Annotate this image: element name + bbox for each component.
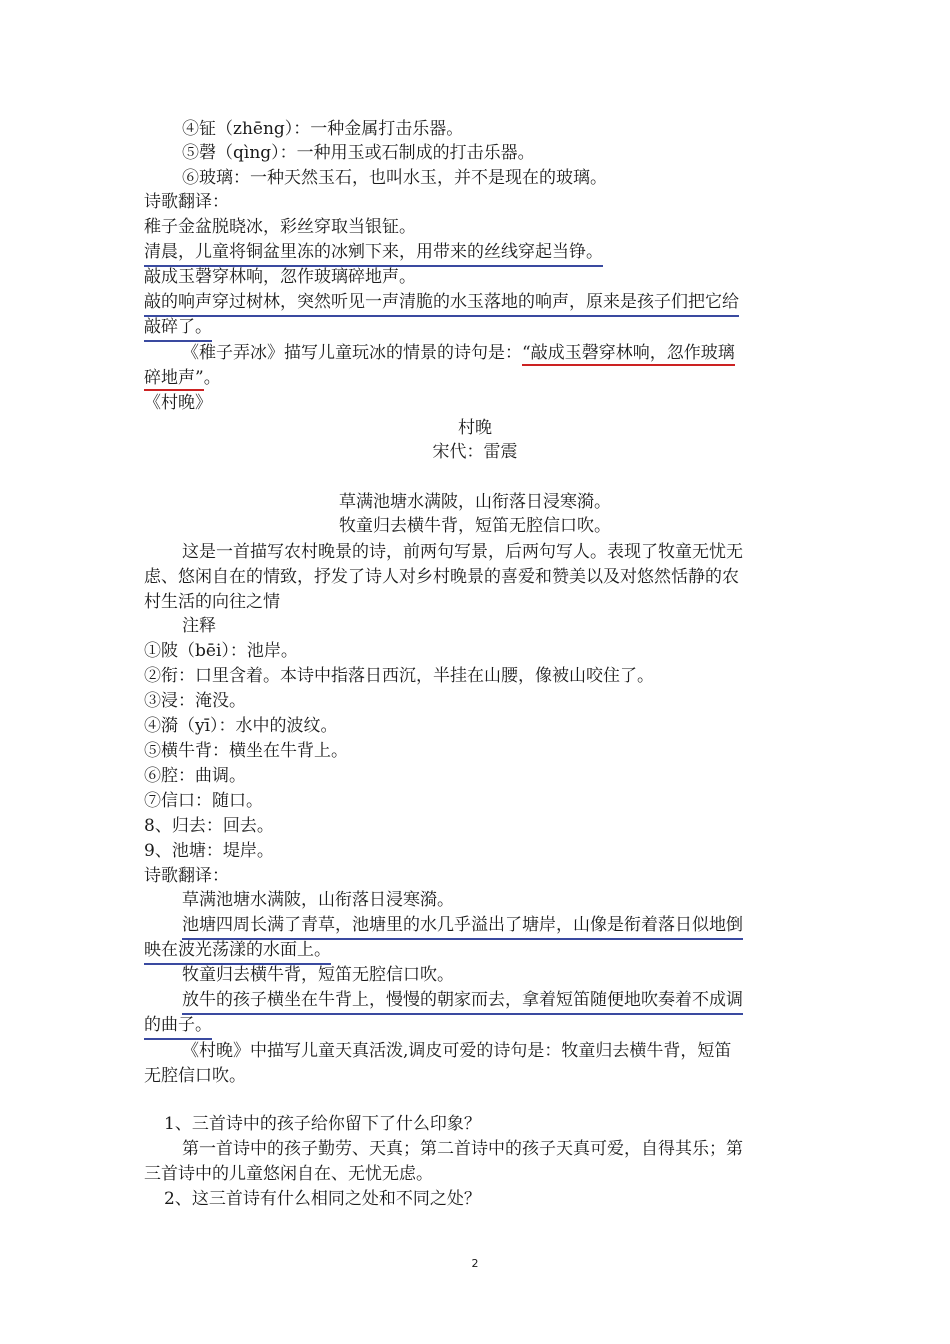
note-item: ⑥腔：曲调。 (144, 766, 246, 786)
summary-suffix: 。 (203, 368, 221, 388)
summary-prefix: 《稚子弄冰》描写儿童玩冰的情景的诗句是： (182, 343, 522, 363)
poem-author: 宋代：雷震 (432, 442, 518, 462)
poem-line: 稚子金盆脱晓冰，彩丝穿取当银钲。 (144, 217, 416, 237)
intro-line: 虑、悠闲自在的情致，抒发了诗人对乡村晚景的喜爱和赞美以及对悠然恬静的农 (144, 567, 739, 587)
translation-line: 的曲子。 (144, 1013, 212, 1040)
note-item: 8、归去：回去。 (144, 816, 274, 836)
translation-line: 池塘四周长满了青草，池塘里的水几乎溢出了塘岸，山像是衔着落日似地倒 (182, 913, 743, 940)
summary-line: 《村晚》中描写儿童天真活泼,调皮可爱的诗句是：牧童归去横牛背，短笛 (182, 1041, 732, 1061)
translation-line: 映在波光荡漾的水面上。 (144, 938, 331, 965)
summary-quote: “敲成玉磬穿林响，忽作玻璃 (522, 343, 735, 366)
translation-line: 敲的响声穿过树林，突然听见一声清脆的水玉落地的响声，原来是孩子们把它给 (144, 290, 739, 317)
translation-line: 放牛的孩子横坐在牛背上，慢慢的朝家而去，拿着短笛随便地吹奏着不成调 (182, 988, 743, 1015)
page-number: 2 (471, 1257, 479, 1270)
poem-title: 村晚 (458, 418, 492, 438)
summary-quote: 碎地声” (144, 368, 204, 391)
note-zheng: ④钲（zhēng）：一种金属打击乐器。 (182, 119, 464, 139)
poem-line: 牧童归去横牛背，短笛无腔信口吹。 (182, 965, 454, 985)
summary-line (144, 366, 221, 390)
poem-line: 敲成玉磬穿林响，忽作玻璃碎地声。 (144, 267, 416, 287)
summary-line (182, 341, 735, 365)
summary-line: 无腔信口吹。 (144, 1066, 246, 1086)
note-item: ⑤横牛背：横坐在牛背上。 (144, 741, 348, 761)
answer-line: 第一首诗中的孩子勤劳、天真；第二首诗中的孩子天真可爱，自得其乐；第 (182, 1139, 743, 1159)
translation-label: 诗歌翻译： (144, 866, 229, 886)
note-item: ⑦信口：随口。 (144, 791, 263, 811)
intro-line: 这是一首描写农村晚景的诗，前两句写景，后两句写人。表现了牧童无忧无 (182, 542, 743, 562)
poem-line: 草满池塘水满陂，山衔落日浸寒漪。 (339, 492, 611, 512)
note-item: ③浸：淹没。 (144, 691, 246, 711)
poem-line: 草满池塘水满陂，山衔落日浸寒漪。 (182, 890, 454, 910)
question: 1、三首诗中的孩子给你留下了什么印象？ (164, 1114, 481, 1134)
note-item: ②衔：口里含着。本诗中指落日西沉，半挂在山腰，像被山咬住了。 (144, 666, 654, 686)
translation-line: 清晨，儿童将铜盆里冻的冰剜下来，用带来的丝线穿起当铮。 (144, 240, 603, 267)
note-item: 9、池塘：堤岸。 (144, 841, 274, 861)
intro-line: 村生活的向往之情 (144, 592, 280, 612)
notes-label: 注释 (182, 616, 216, 636)
question: 2、这三首诗有什么相同之处和不同之处？ (164, 1189, 481, 1209)
note-qing: ⑤磬（qìng）：一种用玉或石制成的打击乐器。 (182, 143, 535, 163)
note-item: ④漪（yī）：水中的波纹。 (144, 716, 338, 736)
note-boli: ⑥玻璃：一种天然玉石，也叫水玉，并不是现在的玻璃。 (182, 168, 607, 188)
poem-line: 牧童归去横牛背，短笛无腔信口吹。 (339, 516, 611, 536)
translation-label: 诗歌翻译： (144, 192, 229, 212)
note-item: ①陂（bēi）：池岸。 (144, 641, 298, 661)
translation-line: 敲碎了。 (144, 315, 212, 342)
answer-line: 三首诗中的儿童悠闲自在、无忧无虑。 (144, 1164, 433, 1184)
section-heading: 《村晚》 (144, 393, 212, 413)
